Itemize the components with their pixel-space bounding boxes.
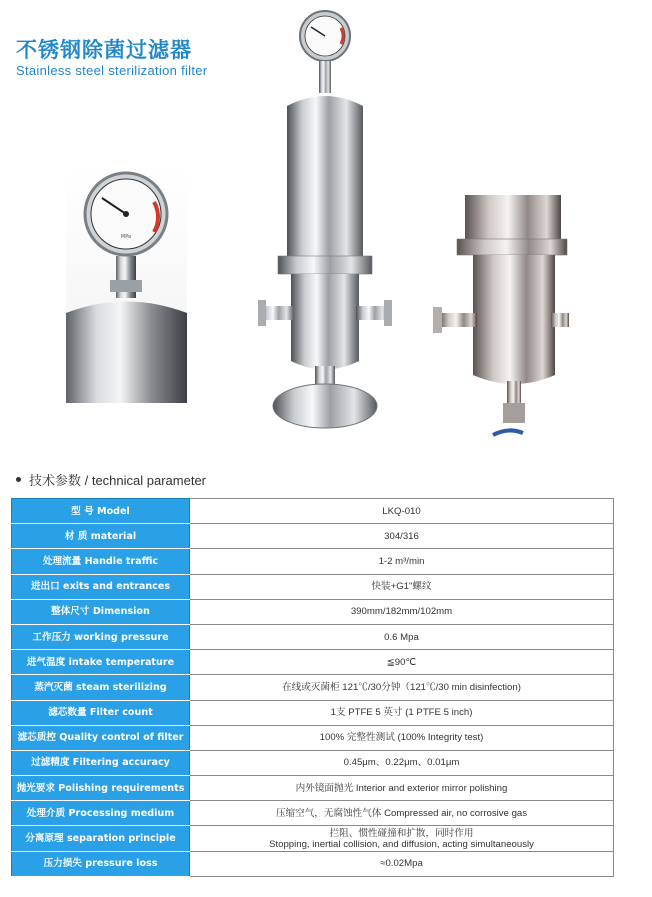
param-value: 304/316 [190,524,614,549]
table-row [12,750,614,775]
param-value: 内外镜面抛光 Interior and exterior mirror polishing [190,776,614,801]
table-row [12,499,614,524]
param-label: 过滤精度 Filtering accuracy [12,750,190,775]
table-row [12,675,614,700]
table-row [12,826,614,851]
param-label: 分离原理 separation principle [12,826,190,851]
table-row [12,524,614,549]
param-label: 蒸汽灭菌 steam sterilizing [12,675,190,700]
page-subtitle: Stainless steel sterilization filter [16,63,208,78]
page-title: 不锈钢除菌过滤器 [16,38,192,62]
svg-text:MPa: MPa [120,234,132,240]
param-value: 0.45μm、0.22μm、0.01μm [190,750,614,775]
pressure-gauge-closeup-photo [66,168,187,403]
table-row [12,574,614,599]
table-row [12,700,614,725]
param-value: 压缩空气，无腐蚀性气体 Compressed air, no corrosive gas [190,801,614,826]
param-label: 材 质 material [12,524,190,549]
table-row [12,624,614,649]
param-value-line-en: Stopping, inertial collision, and diffusion, acting simultaneously [269,838,534,850]
param-label: 抛光要求 Polishing requirements [12,776,190,801]
param-label: 进气温度 intake temperature [12,650,190,675]
param-label: 进出口 exits and entrances [12,574,190,599]
param-label: 型 号 Model [12,499,190,524]
table-row [12,549,614,574]
table-row [12,599,614,624]
param-value: 0.6 Mpa [190,624,614,649]
param-value: 1-2 m³/min [190,549,614,574]
bullet-icon [16,477,21,482]
param-value: LKQ-010 [190,499,614,524]
section-title: 技术参数 / technical parameter [29,473,207,488]
table-row [12,801,614,826]
param-label: 工作压力 working pressure [12,624,190,649]
param-label: 压力损失 pressure loss [12,851,190,876]
table-row [12,776,614,801]
param-value: ≦90℃ [190,650,614,675]
param-value-line-cn: 拦阻、惯性碰撞和扩散，同时作用 [329,827,474,839]
param-label: 处理流量 Handle traffic [12,549,190,574]
table-row [12,650,614,675]
table-row [12,851,614,876]
param-value: 快装+G1"螺纹 [190,574,614,599]
technical-parameter-table [11,498,614,877]
param-value: 1支 PTFE 5 英寸 (1 PTFE 5 inch) [190,700,614,725]
param-value: 390mm/182mm/102mm [190,599,614,624]
filter-side-view-photo [433,195,569,447]
param-label: 整体尺寸 Dimension [12,599,190,624]
param-value: 100% 完整性测试 (100% Integrity test) [190,725,614,750]
param-label: 滤芯质控 Quality control of filter [12,725,190,750]
param-value: 在线或灭菌柜 121℃/30分钟（121℃/30 min disinfection) [190,675,614,700]
param-value: ≈0.02Mpa [190,851,614,876]
filter-full-view-photo [258,6,392,434]
param-label: 滤芯数量 Filter count [12,700,190,725]
table-row [12,725,614,750]
param-value [190,826,614,851]
param-label: 处理介质 Processing medium [12,801,190,826]
section-header [14,470,206,489]
